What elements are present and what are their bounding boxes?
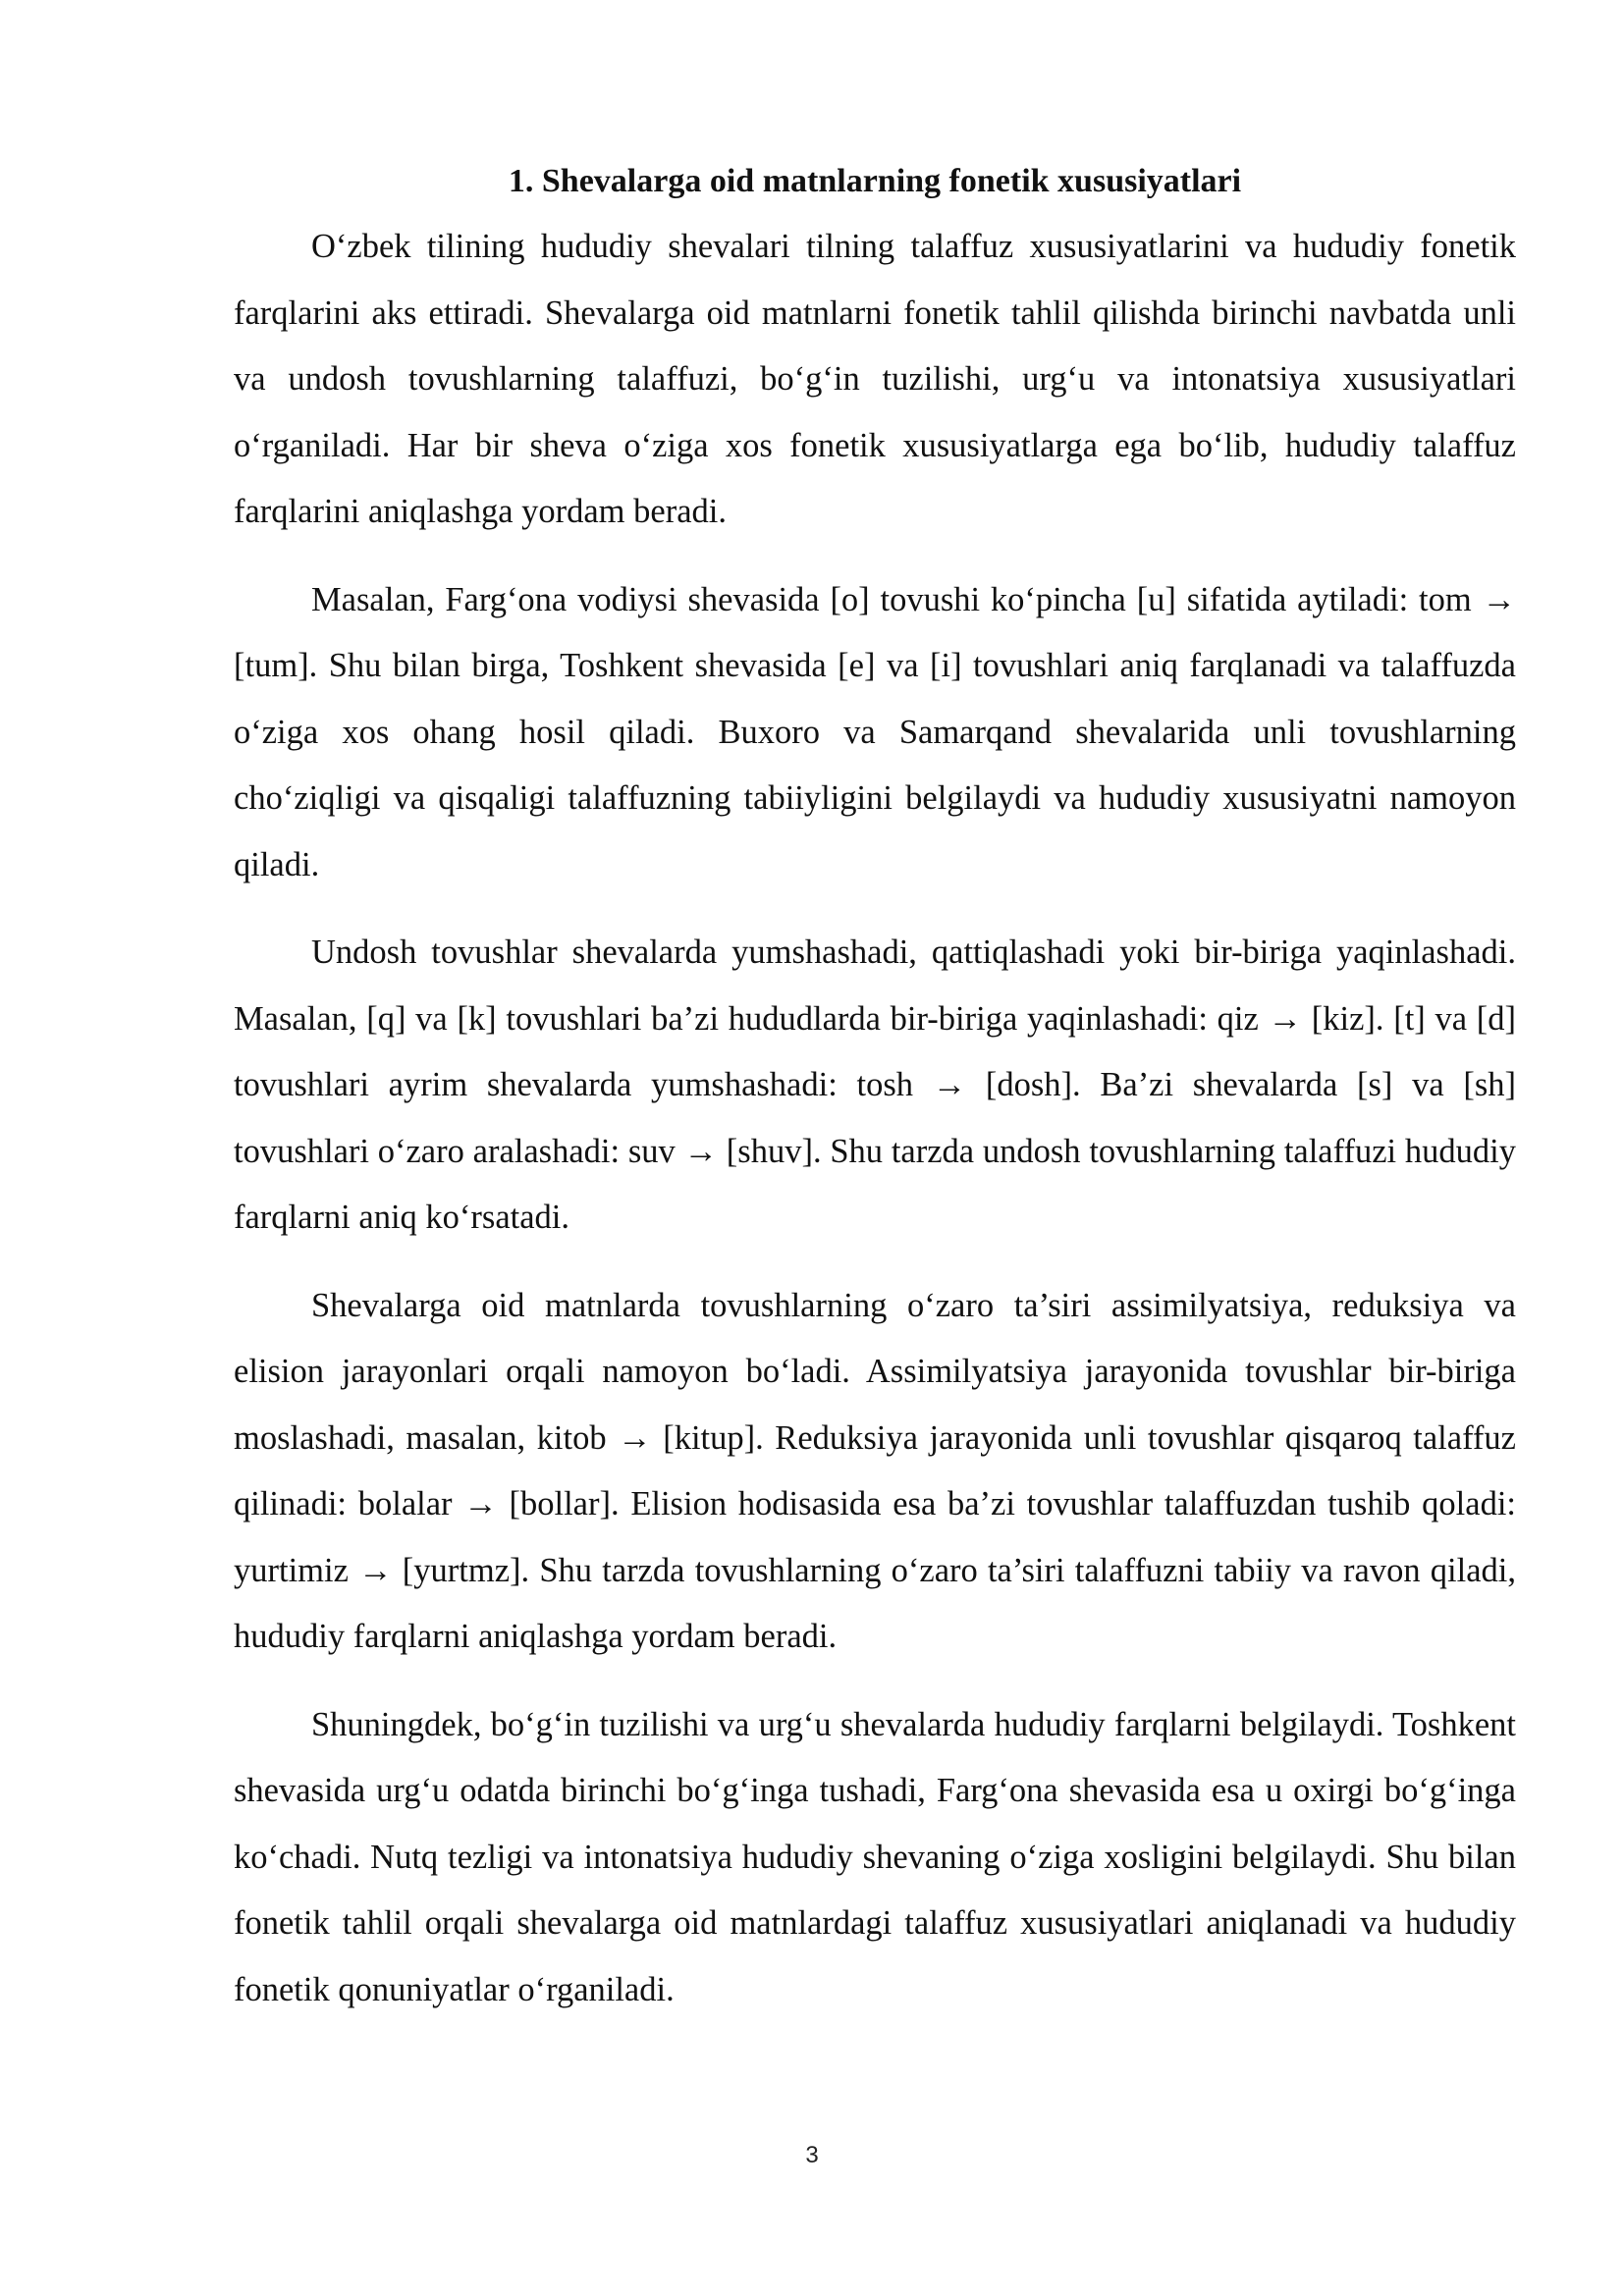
page-number: 3 xyxy=(805,2142,819,2168)
page-content xyxy=(234,149,1516,2045)
paragraph-4: Shevalarga oid matnlarda tovushlarning o‘zaro ta’siri assimilyatsiya, reduksiya va elision jarayonlari orqali namoyon bo‘ladi. Assimilyatsiya jarayonida tovushlar bir-biriga moslashadi, masalan, kitob → [kitup]. Reduksiya jarayonida unli tovushlar qisqaroq talaffuz qilinadi: bolalar → [bollar]. Elision hodisasida esa ba’zi tovushlar talaffuzdan tushib qoladi: yurtimiz → [yurtmz]. Shu tarzda tovushlarning o‘zaro ta’siri talaffuzni tabiiy va ravon qiladi, hududiy farqlarni aniqlashga yordam beradi. xyxy=(234,1286,1516,1655)
paragraph-2: Masalan, Farg‘ona vodiysi shevasida [o] tovushi ko‘pincha [u] sifatida aytiladi: tom → [tum]. Shu bilan birga, Toshkent shevasida [e] va [i] tovushlari aniq farqlanadi va talaffuzda o‘ziga xos ohang hosil qiladi. Buxoro va Samarqand shevalarida unli tovushlarning cho‘ziqligi va qisqaligi talaffuzning tabiiyligini belgilaydi va hududiy xususiyatni namoyon qiladi. xyxy=(234,580,1516,883)
paragraph-5: Shuningdek, bo‘g‘in tuzilishi va urg‘u shevalarda hududiy farqlarni belgilaydi. Toshkent shevasida urg‘u odatda birinchi bo‘g‘inga tushadi, Farg‘ona shevasida esa u oxirgi bo‘g‘inga ko‘chadi. Nutq tezligi va intonatsiya hududiy shevaning o‘ziga xosligini belgilaydi. Shu bilan fonetik tahlil orqali shevalarga oid matnlardagi talaffuz xususiyatlari aniqlanadi va hududiy fonetik qonuniyatlar o‘rganiladi. xyxy=(234,1705,1516,2008)
paragraph-3: Undosh tovushlar shevalarda yumshashadi, qattiqlashadi yoki bir-biriga yaqinlashadi. Masalan, [q] va [k] tovushlari ba’zi hududlarda bir-biriga yaqinlashadi: qiz → [kiz]. [t] va [d] tovushlari ayrim shevalarda yumshashadi: tosh → [dosh]. Ba’zi shevalarda [s] va [sh] tovushlari o‘zaro aralashadi: suv → [shuv]. Shu tarzda undosh tovushlarning talaffuzi hududiy farqlarni aniq ko‘rsatadi. xyxy=(234,934,1516,1236)
section-heading: 1. Shevalarga oid matnlarning fonetik xususiyatlari xyxy=(508,163,1242,199)
paragraph-1: O‘zbek tilining hududiy shevalari tilning talaffuz xususiyatlarini va hududiy fonetik farqlarini aks ettiradi. Shevalarga oid matnlarni fonetik tahlil qilishda birinchi navbatda unli va undosh tovushlarning talaffuzi, bo‘g‘in tuzilishi, urg‘u va intonatsiya xususiyatlari o‘rganiladi. Har bir sheva o‘ziga xos fonetik xususiyatlarga ega bo‘lib, hududiy talaffuz farqlarini aniqlashga yordam beradi. xyxy=(234,228,1516,530)
